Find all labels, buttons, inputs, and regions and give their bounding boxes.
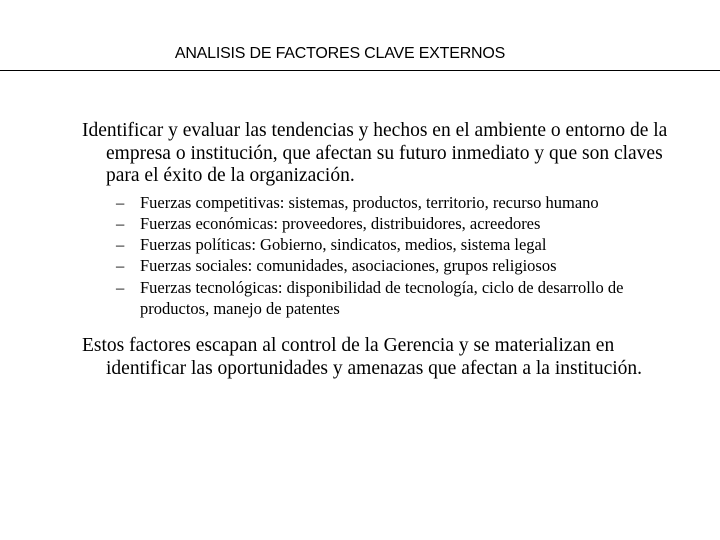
paragraph-intro: Identificar y evaluar las tendencias y hechos en el ambiente o entorno de la empresa o institución, que afectan su futuro inmediato y que son claves para el éxito de la organización. bbox=[82, 120, 668, 186]
list-item bbox=[82, 234, 682, 255]
list-item-text: Fuerzas sociales: comunidades, asociaciones, grupos religiosos bbox=[140, 256, 557, 276]
title-divider bbox=[0, 70, 720, 71]
list-item bbox=[82, 192, 682, 213]
slide-title: ANALISIS DE FACTORES CLAVE EXTERNOS bbox=[174, 45, 506, 62]
paragraph-conclusion: Estos factores escapan al control de la Gerencia y se materializan en identificar las oportunidades y amenazas que afectan a la institución. bbox=[82, 335, 643, 379]
list-item bbox=[82, 213, 682, 234]
slide-body bbox=[82, 120, 682, 380]
dash-bullet-icon: – bbox=[116, 235, 125, 255]
list-item bbox=[82, 277, 682, 320]
dash-bullet-icon: – bbox=[116, 277, 125, 297]
list-item-text: Fuerzas competitivas: sistemas, productos, territorio, recurso humano bbox=[140, 192, 599, 212]
dash-bullet-icon: – bbox=[116, 213, 125, 233]
list-item bbox=[82, 255, 682, 276]
forces-list bbox=[82, 192, 682, 320]
list-item-text: Fuerzas económicas: proveedores, distribuidores, acreedores bbox=[140, 213, 541, 233]
list-item-text: Fuerzas políticas: Gobierno, sindicatos, medios, sistema legal bbox=[140, 235, 547, 255]
dash-bullet-icon: – bbox=[116, 256, 125, 276]
list-item-text: Fuerzas tecnológicas: disponibilidad de tecnología, ciclo de desarrollo de productos, manejo de patentes bbox=[140, 277, 624, 318]
dash-bullet-icon: – bbox=[116, 192, 125, 212]
